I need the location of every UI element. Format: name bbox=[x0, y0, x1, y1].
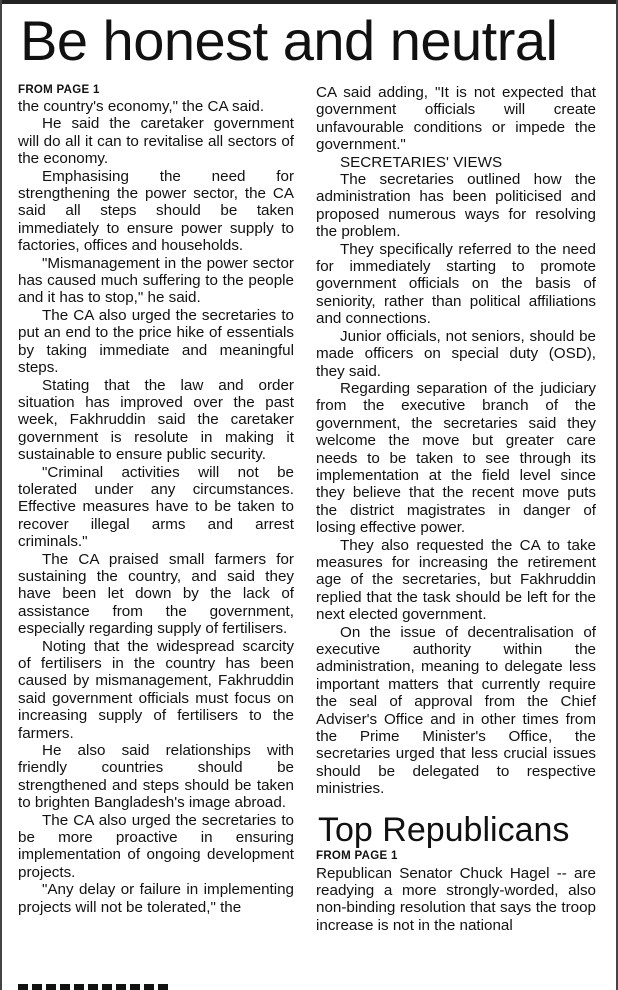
section-subhead: SECRETARIES' VIEWS bbox=[340, 153, 503, 171]
paragraph: Stating that the law and order situation has improved over the past week, Fakhruddin said the caretaker government is resolute in making it sustainable to ensure public security. bbox=[18, 376, 294, 464]
cut-off-text-fragment bbox=[18, 978, 168, 990]
paragraph: He said the caretaker government will do all it can to revitalise all sectors of the economy. bbox=[18, 115, 294, 168]
paragraph: Junior officials, not seniors, should be made officers on special duty (OSD), they said. bbox=[316, 327, 596, 380]
paragraph: Republican Senator Chuck Hagel -- are readying a more strongly-worded, also non-binding resolution that says the troop increase is not in the national bbox=[316, 864, 596, 934]
second-headline: Top Republicans bbox=[318, 810, 570, 849]
paragraph: Emphasising the need for strengthening the power sector, the CA said all steps should be taken immediately to ensure power supply to factories, offices and households. bbox=[18, 167, 294, 255]
left-column bbox=[18, 84, 294, 916]
paragraph: On the issue of decentralisation of executive authority within the administration, meaning to delegate less important matters that currently require the seal of approval from the Chief Adviser's Office and in other times from the Prime Minister's Office, the secretaries urged that less crucial issues should be delegated to respective ministries. bbox=[316, 623, 596, 798]
paragraph: He also said relationships with friendly countries should be strengthened and steps should be taken to brighten Bangladesh's image abroad. bbox=[18, 742, 294, 812]
paragraph: "Any delay or failure in implementing projects will not be tolerated," the bbox=[18, 881, 294, 916]
paragraph: the country's economy," the CA said. bbox=[18, 98, 265, 115]
paragraph: They specifically referred to the need for immediately starting to promote government officials on the basis of seniority, rather than political affiliations and connections. bbox=[316, 240, 596, 328]
top-rule bbox=[0, 0, 618, 4]
paragraph: The secretaries outlined how the administration has been politicised and proposed numerous ways for resolving the problem. bbox=[316, 171, 596, 241]
paragraph: They also requested the CA to take measures for increasing the retirement age of the secretaries, but Fakhruddin replied that the task should be left for the next elected government. bbox=[316, 536, 596, 624]
paragraph: "Criminal activities will not be tolerated under any circumstances. Effective measures have to be taken to recover illegal arms and arrest criminals." bbox=[18, 463, 294, 551]
paragraph: Regarding separation of the judiciary from the executive branch of the government, the secretaries said they welcome the move but greater care needs to be taken to see through its implementation at the field level since they believe that the recent move puts the district magistrates in danger of losing effective power. bbox=[316, 379, 596, 537]
paragraph: Noting that the widespread scarcity of fertilisers in the country has been caused by mismanagement, Fakhruddin said government officials must focus on increasing supply of fertilisers to the farmers. bbox=[18, 637, 294, 742]
left-rule bbox=[0, 0, 2, 990]
kicker: FROM PAGE 1 bbox=[18, 84, 100, 96]
headline: Be honest and neutral bbox=[20, 9, 558, 72]
right-column bbox=[316, 84, 596, 934]
paragraph: The CA praised small farmers for sustaining the country, and said they have been let down by the lack of assistance from the government, especially regarding supply of fertilisers. bbox=[18, 550, 294, 638]
paragraph: The CA also urged the secretaries to put an end to the price hike of essentials by taking immediate and meaningful steps. bbox=[18, 306, 294, 377]
paragraph: The CA also urged the secretaries to be more proactive in ensuring implementation of ongoing development projects. bbox=[18, 811, 294, 881]
paragraph: "Mismanagement in the power sector has caused much suffering to the people and it has to stop," he said. bbox=[18, 254, 294, 307]
second-kicker: FROM PAGE 1 bbox=[316, 849, 398, 862]
paragraph: CA said adding, "It is not expected that government officials will create unfavourable conditions or impede the government." bbox=[316, 84, 596, 154]
